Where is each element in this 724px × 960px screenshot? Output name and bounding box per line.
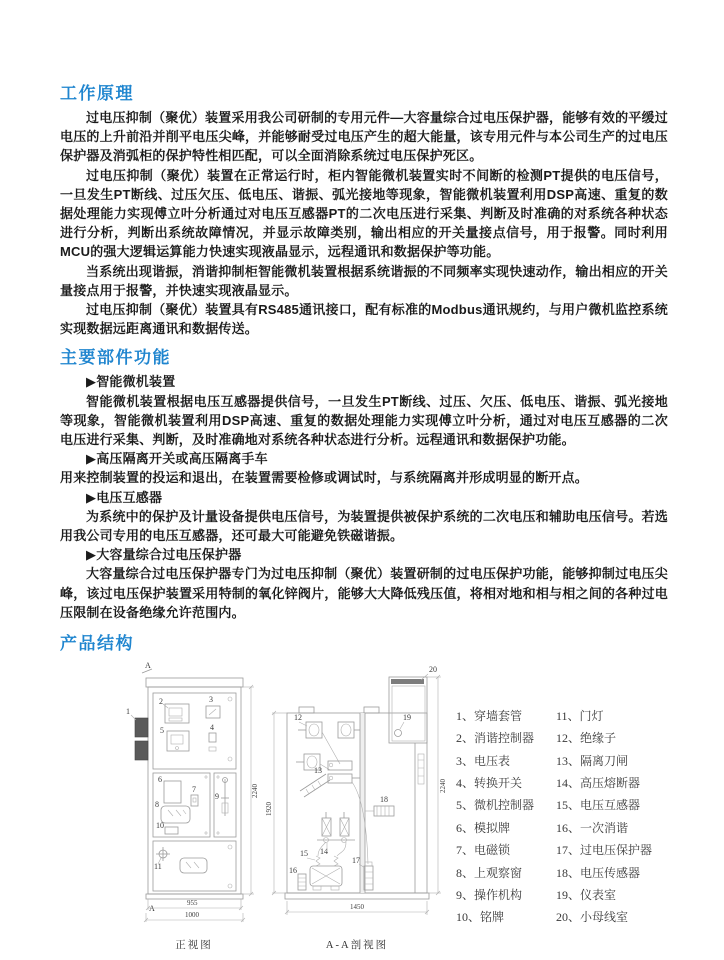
legend-row: [456, 816, 691, 838]
paragraph: 过电压抑制（聚优）装置在正常运行时，柜内智能微机装置实时不间断的检测PT提供的电压信号，一旦发生PT断线、过压欠压、低电压、谐振、弧光接地等现象，智能微机装置利用DSP高速、重复的数据处理能力实现傅立叶分析通过对电压互感器PT的二次电压进行采集、判断及时准确的对系统各种状态进行分析，判断出系统故障情况，并显示故障类别，输出相应的开关量接点信号，用于报警。同时利用MCU的强大逻辑运算能力快速实现液晶显示，远程通讯和数据保护等功能。: [60, 167, 668, 260]
callout-2: 2: [159, 697, 163, 707]
dimension-left-height: 1920: [265, 802, 273, 817]
legend-item: 16、一次消谐: [556, 820, 629, 835]
legend-item: 20、小母线室: [556, 910, 629, 925]
callout-9: 9: [215, 792, 219, 802]
callout-16: 16: [289, 866, 297, 876]
dimension-height: 2240: [251, 784, 259, 799]
wall-bushing: [135, 741, 148, 760]
legend-row: [456, 794, 691, 816]
legend-row: [456, 771, 691, 793]
legend-item: 5、微机控制器: [456, 798, 535, 813]
callout-8: 8: [155, 800, 159, 810]
legend-row: [456, 861, 691, 883]
section-view-drawing: [262, 658, 457, 958]
enclosure-base: [285, 893, 429, 899]
product-structure-diagrams: [0, 658, 724, 960]
legend-item: 6、模拟牌: [456, 820, 511, 835]
cabinet-top-cap: [146, 678, 243, 687]
voltage-transformer: [310, 866, 342, 890]
bullet-item-body: 大容量综合过电压保护器专门为过电压抑制（聚优）装置研制的过电压保护功能，能够抑制过电压尖峰，该过电压保护装置采用特制的氧化锌阀片，能够大大降低残压值，将相对地和相与相之间的各种过电压限制在设备绝缘允许范围内。: [60, 566, 668, 620]
legend-item: 4、转换开关: [456, 775, 523, 790]
hv-fuses: [317, 812, 355, 843]
callout-18: 18: [380, 795, 388, 805]
dimension-right-height: 2240: [439, 779, 447, 794]
callout-17: 17: [352, 856, 360, 866]
callout-15: 15: [300, 849, 308, 859]
legend-item: 11、门灯: [556, 708, 604, 723]
front-view-caption: 正视图: [175, 940, 213, 952]
section-heading-working-principle: 工作原理: [60, 84, 134, 103]
section-view-caption: A-A剖视图: [325, 940, 389, 952]
legend-row: [456, 838, 691, 860]
callout-5: 5: [160, 726, 164, 736]
legend-row: [456, 704, 691, 726]
callout-7: 7: [192, 785, 196, 795]
legend-row: [456, 906, 691, 928]
callout-3: 3: [209, 695, 213, 705]
section-heading-product-structure: 产品结构: [60, 634, 134, 654]
legend-item: 18、电压传感器: [556, 865, 641, 880]
section-main-components: [60, 348, 668, 622]
bullet-item-title: ▶大容量综合过电压保护器: [86, 547, 242, 563]
dimension-outer-width: 1000: [185, 911, 199, 920]
callout-6: 6: [158, 775, 162, 785]
callout-20: 20: [429, 665, 437, 675]
legend-row: [456, 749, 691, 771]
legend-item: 8、上观察窗: [456, 865, 523, 880]
callout-4: 4: [210, 723, 214, 733]
legend-item: 1、穿墙套管: [456, 708, 523, 723]
section-heading-main-components: 主要部件功能: [60, 348, 171, 368]
section-marker-a-top: A: [145, 661, 151, 671]
legend-row: [456, 883, 691, 905]
callout-13: 13: [314, 766, 322, 776]
paragraph: 过电压抑制（聚优）装置采用我公司研制的专用元件—大容量综合过电压保护器，能够有效的平缓过电压的上升前沿并削平电压尖峰，并能够耐受过电压产生的超大能量，该专用元件与本公司生产的过电压保护器及消弧柜的保护特性相匹配，可以全面消除系统过电压保护死区。: [60, 110, 668, 164]
legend-item: 3、电压表: [456, 753, 511, 768]
bullet-item-body: 智能微机装置根据电压互感器提供信号，一旦发生PT断线、过压、欠压、低电压、谐振、弧光接地等现象，智能微机装置利用DSP高速、重复的数据处理能力实现傅立叶分析，通过对电压互感器的二次电压进行采集、判断，及时准确地对系统各种状态进行分析。远程通讯和数据保护功能。: [60, 393, 668, 448]
legend-item: 15、电压互感器: [556, 798, 641, 813]
spring: [316, 856, 320, 866]
legend-item: 2、消谐控制器: [456, 731, 535, 746]
wall-bushing: [135, 718, 148, 737]
bullet-item-title: ▶高压隔离开关或高压隔离手车: [86, 451, 268, 467]
callout-11: 11: [154, 862, 162, 872]
enclosure-body: [287, 713, 427, 893]
legend-item: 17、过电压保护器: [556, 843, 653, 858]
callout-14: 14: [320, 847, 328, 857]
parts-legend: [456, 704, 691, 928]
front-view-drawing: [118, 658, 283, 958]
spring: [334, 856, 338, 866]
bullet-item-body: 为系统中的保护及计量设备提供电压信号，为装置提供被保护系统的二次电压和辅助电压信号。若选用我公司专用的电压互感器，还可最大可能避免铁磁谐振。: [60, 508, 668, 544]
legend-item: 13、隔离刀闸: [556, 753, 629, 768]
dimension-width: 1450: [350, 903, 364, 912]
dimension-inner-width: 955: [187, 899, 198, 908]
bullet-item-title: ▶电压互感器: [86, 489, 163, 505]
section-marker-a-bottom: A: [149, 904, 155, 914]
callout-1: 1: [126, 707, 130, 717]
legend-item: 10、铭牌: [456, 910, 505, 925]
bullet-item-body: 用来控制装置的投运和退出，在装置需要检修或调试时，与系统隔离并形成明显的断开点。: [60, 470, 589, 486]
callout-10: 10: [156, 821, 164, 831]
legend-item: 19、仪表室: [556, 887, 617, 902]
legend-item: 9、操作机构: [456, 887, 523, 902]
bottom-panel: [153, 841, 236, 891]
paragraph: 当系统出现谐振，消谐抑制柜智能微机装置根据系统谐振的不同频率实现快速动作，输出相应的开关量接点用于报警，并快速实现液晶显示。: [60, 263, 668, 298]
legend-row: [456, 726, 691, 748]
callout-12: 12: [294, 713, 302, 723]
instrument-panel: [153, 693, 236, 769]
bullet-item-title: ▶智能微机装置: [86, 374, 176, 390]
legend-item: 14、高压熔断器: [556, 775, 641, 790]
legend-item: 7、电磁锁: [456, 843, 511, 858]
paragraph: 过电压抑制（聚优）装置具有RS485通讯接口，配有标准的Modbus通讯规约，与用户微机监控系统实现数据远距离通讯和数据传送。: [60, 302, 668, 337]
section-working-principle: [60, 84, 668, 338]
callout-19: 19: [403, 713, 411, 723]
section-product-structure: [60, 634, 668, 960]
legend-item: 12、绝缘子: [556, 731, 617, 746]
